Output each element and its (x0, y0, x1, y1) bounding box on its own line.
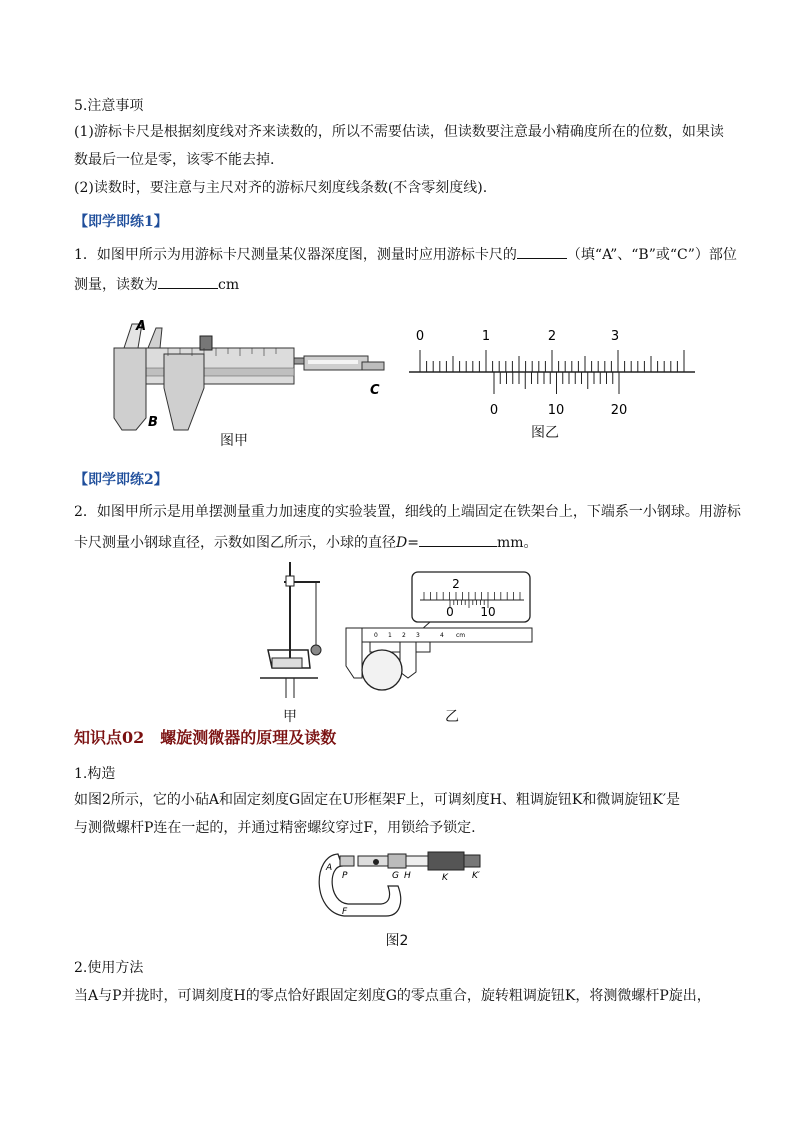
section-title: 1.构造 (74, 766, 116, 782)
vernier-number: 0 (489, 403, 499, 418)
paragraph-line: 当A与P并拢时，可调刻度H的零点恰好跟固定刻度G的零点重合，旋转粗调旋钮K，将测微螺杆P旋出， (74, 988, 711, 1004)
main-scale-number: 0 (415, 329, 425, 344)
vernier-number: 20 (610, 403, 628, 418)
section-title: 5.注意事项 (74, 98, 144, 114)
answer-blank[interactable] (517, 244, 567, 259)
ball-caliper-figure (340, 566, 540, 696)
caliper-unit: cm (456, 632, 466, 639)
label-k-prime: K′ (472, 871, 480, 881)
caliper-scale-number: 0 (374, 632, 378, 639)
paragraph-line: (1)游标卡尺是根据刻度线对齐来读数的，所以不需要估读，但读数要注意最小精确度所在的位数，如果读 (74, 124, 724, 140)
zoom-main-number: 2 (452, 577, 460, 591)
label-k: K (442, 873, 448, 883)
knowledge-heading: 知识点02 螺旋测微器的原理及读数 (74, 728, 337, 747)
main-scale-number: 2 (547, 329, 557, 344)
label-g: G (392, 871, 399, 881)
caliper-scale-number: 4 (440, 632, 444, 639)
paragraph-line: 与测微螺杆P连在一起的，并通过精密螺纹穿过F，用锁给予锁定. (74, 820, 476, 836)
question-text: mm。 (496, 535, 538, 551)
figure-caption: 图甲 (220, 433, 248, 449)
main-scale-number: 1 (481, 329, 491, 344)
pendulum-figure (258, 560, 328, 700)
question-line (74, 274, 724, 295)
exercise-tag: 【即学即练1】 (74, 214, 168, 230)
answer-blank[interactable] (419, 532, 497, 547)
question-text: cm (218, 277, 240, 293)
question-line: 2．如图甲所示是用单摆测量重力加速度的实验装置，细线的上端固定在铁架台上，下端系一小钢球。用游标 (74, 504, 741, 520)
label-p: P (342, 871, 348, 881)
main-scale-number: 3 (610, 329, 620, 344)
question-line (74, 532, 724, 553)
depth-rod-label-c: C (370, 383, 380, 398)
equals-sign: = (407, 535, 419, 551)
section-title: 2.使用方法 (74, 960, 144, 976)
question-text: 测量，读数为 (74, 277, 158, 293)
figure-caption: 甲 (283, 709, 297, 725)
label-h: H (404, 871, 411, 881)
jaw-label-b: B (148, 415, 158, 430)
micrometer-figure (318, 846, 490, 924)
caliper-scale-number: 1 (388, 632, 392, 639)
question-text: （填“A”、“B”或“C”）部位 (566, 247, 737, 263)
paragraph-line: 如图2所示，它的小砧A和固定刻度G固定在U形框架F上，可调刻度H、粗调旋钮K和微调旋钮K′是 (74, 792, 681, 808)
answer-blank[interactable] (158, 274, 218, 289)
figure-caption: 乙 (445, 709, 459, 725)
jaw-label-a: A (136, 319, 147, 334)
paragraph-line: 数最后一位是零，该零不能去掉. (74, 152, 275, 168)
question-line (74, 244, 737, 265)
caliper-scale-number: 2 (402, 632, 406, 639)
zoom-vernier-number: 0 (446, 605, 454, 619)
label-a: A (326, 863, 333, 873)
variable-d: D (396, 535, 408, 551)
exercise-tag: 【即学即练2】 (74, 472, 168, 488)
question-text: 卡尺测量小钢球直径，示数如图乙所示，小球的直径 (74, 535, 396, 551)
figure-caption: 图乙 (531, 425, 559, 441)
zoom-vernier-number: 10 (480, 605, 496, 619)
question-text: 1．如图甲所示为用游标卡尺测量某仪器深度图，测量时应用游标卡尺的 (74, 247, 517, 263)
vernier-number: 10 (547, 403, 565, 418)
caliper-figure (108, 318, 398, 446)
figure-caption: 图2 (385, 933, 409, 949)
caliper-scale-number: 3 (416, 632, 420, 639)
paragraph-line: (2)读数时，要注意与主尺对齐的游标尺刻度线条数(不含零刻度线). (74, 180, 488, 196)
label-f: F (342, 907, 348, 917)
